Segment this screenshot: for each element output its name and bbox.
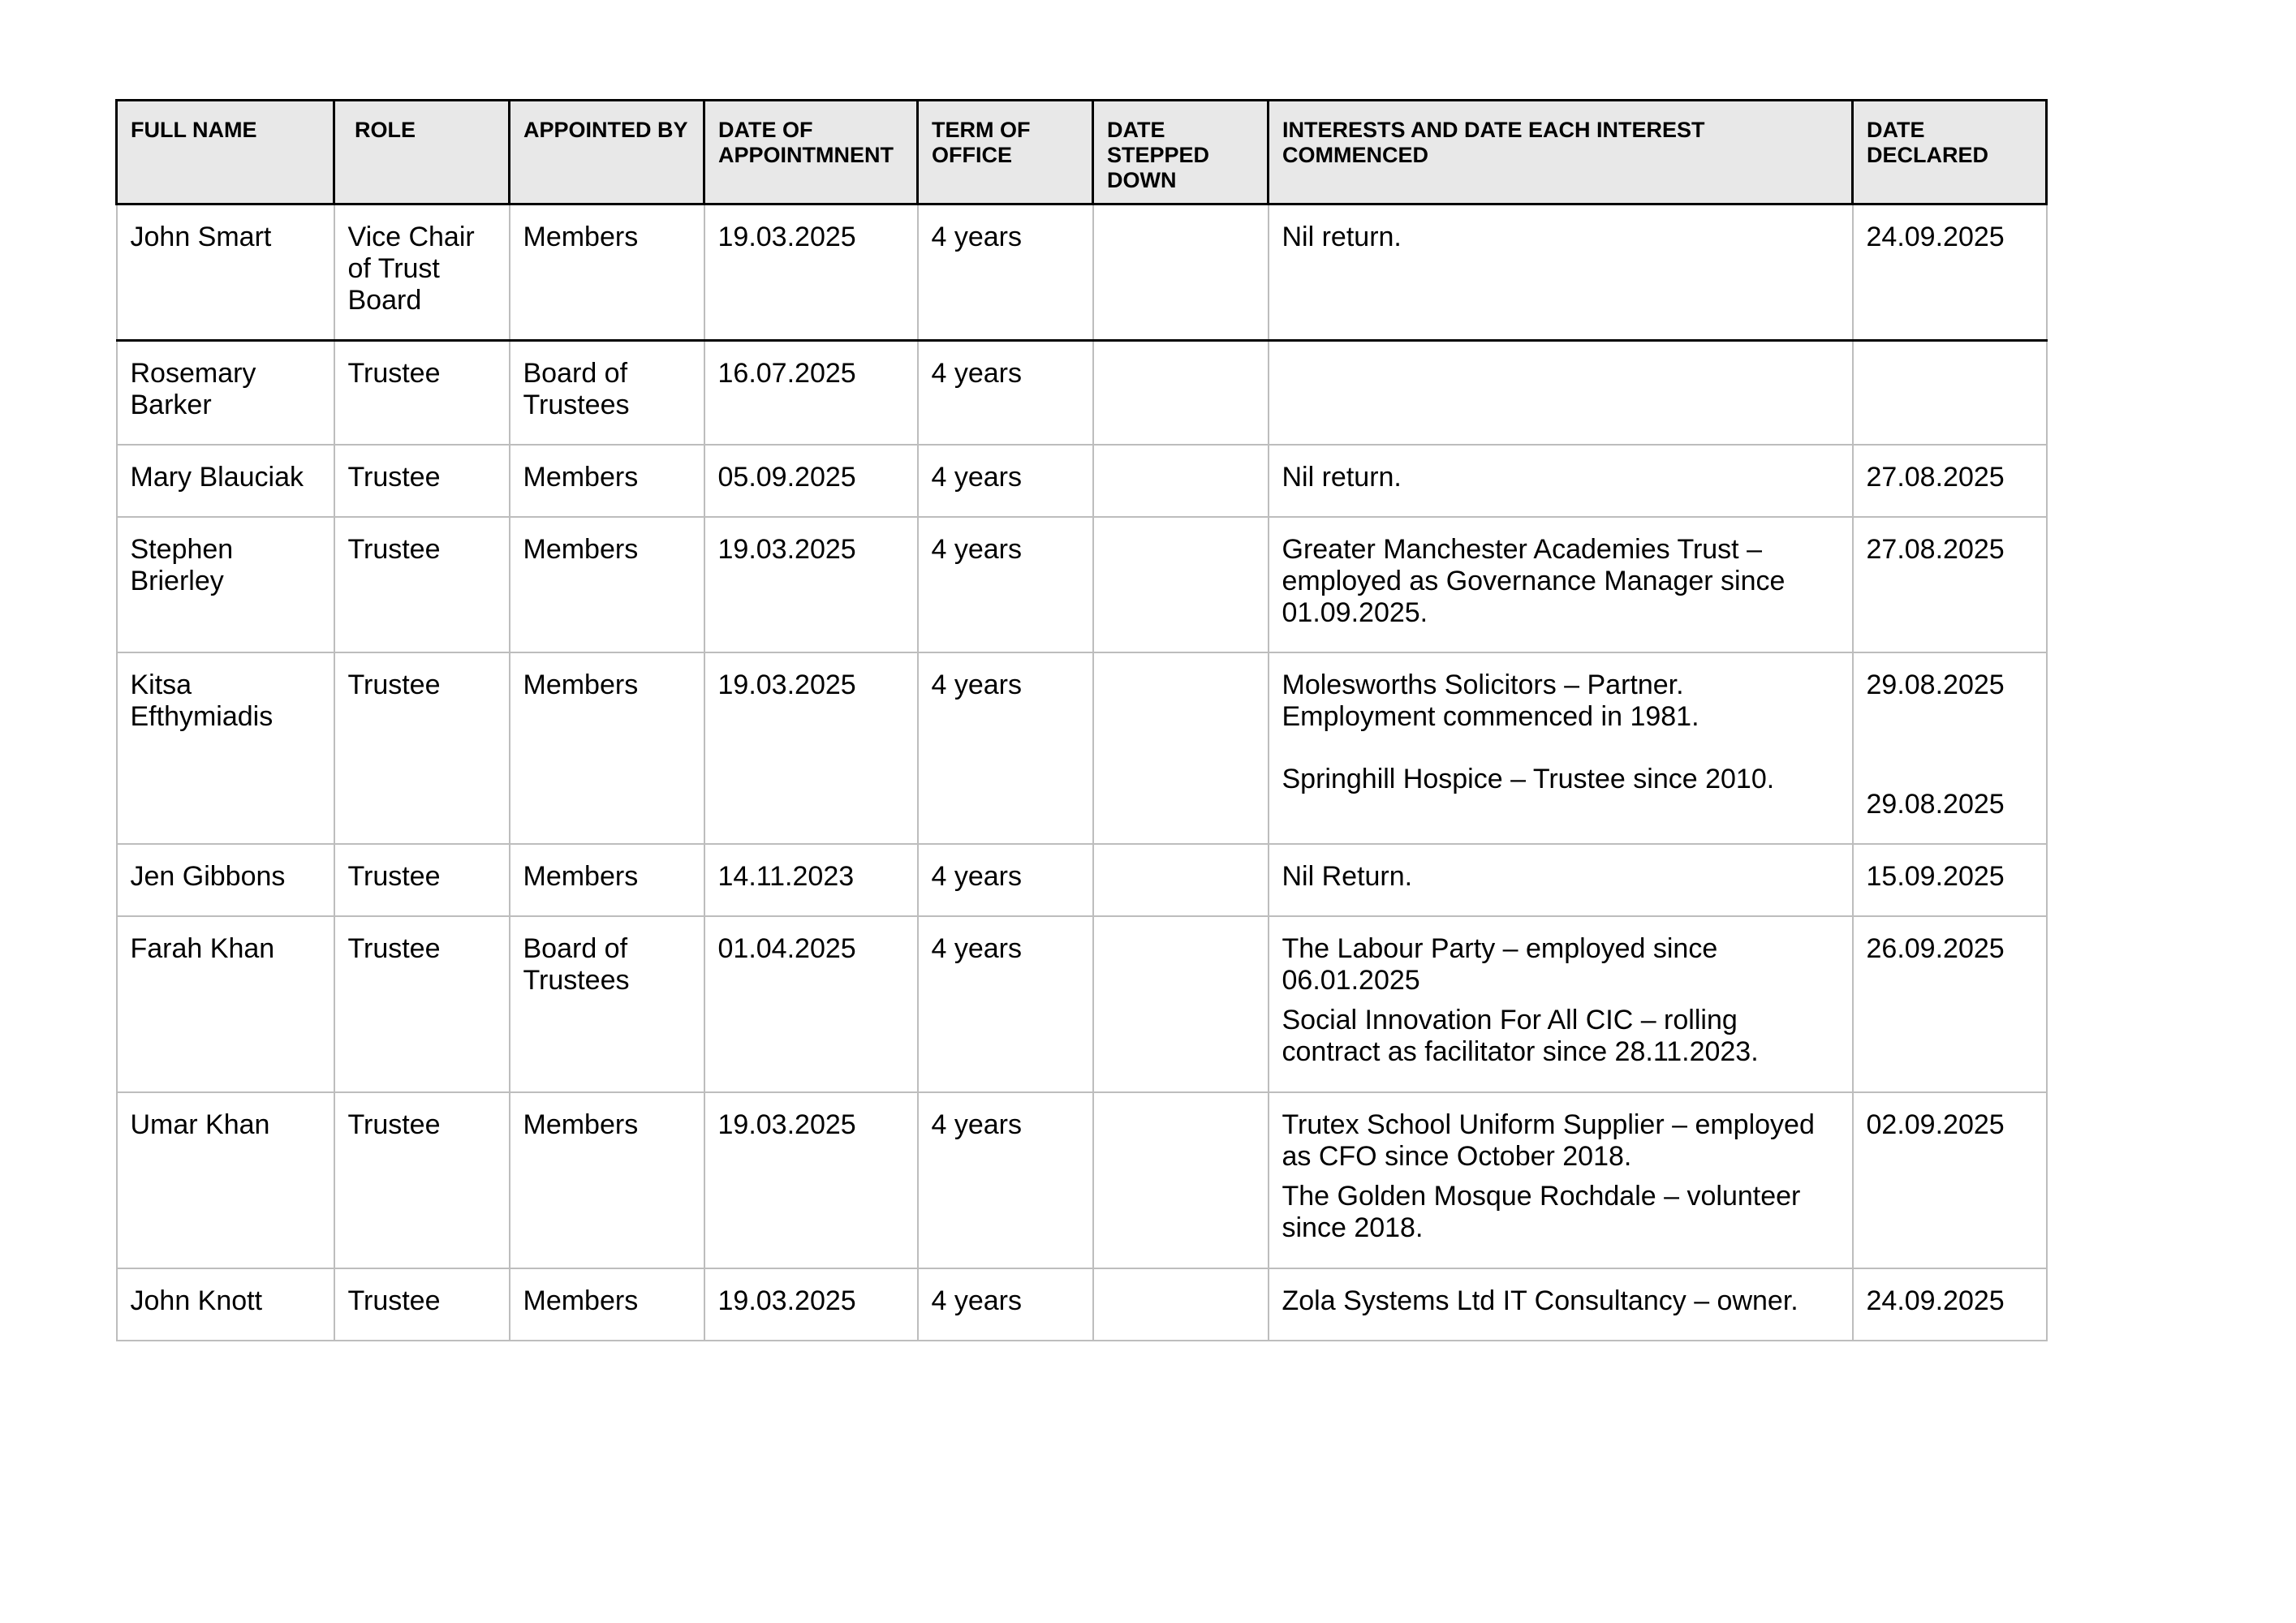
cell-date-declared — [1853, 341, 2047, 445]
cell-date-stepped-down — [1093, 916, 1269, 1092]
cell-interests — [1269, 1092, 1853, 1268]
header-appointed-by: APPOINTED BY — [510, 101, 704, 204]
cell-role: Trustee — [334, 1268, 510, 1341]
declared-date: 24.09.2025 — [1866, 222, 2005, 252]
cell-appointed-by: Members — [510, 517, 704, 652]
cell-date-declared — [1853, 445, 2047, 517]
interest-entry: Nil return. — [1282, 461, 1402, 493]
header-interests: INTERESTS AND DATE EACH INTEREST COMMENCED — [1269, 101, 1853, 204]
header-role: ROLE — [334, 101, 510, 204]
cell-appointed-by: Members — [510, 652, 704, 844]
cell-role: Trustee — [334, 916, 510, 1092]
cell-full-name: Kitsa Efthymiadis — [117, 652, 334, 844]
cell-full-name: John Smart — [117, 204, 334, 341]
cell-role: Trustee — [334, 341, 510, 445]
cell-appointed-by: Members — [510, 445, 704, 517]
cell-full-name: Farah Khan — [117, 916, 334, 1092]
declared-date: 29.08.2025 — [1866, 788, 2005, 820]
cell-full-name: Stephen Brierley — [117, 517, 334, 652]
table-row — [117, 652, 2047, 844]
table-row — [117, 445, 2047, 517]
interest-entry: The Labour Party – employed since 06.01.2025 — [1282, 932, 1718, 996]
cell-interests — [1269, 341, 1853, 445]
cell-appointed-by: Members — [510, 844, 704, 916]
table-row — [117, 341, 2047, 445]
cell-term-of-office: 4 years — [918, 1268, 1093, 1341]
cell-date-stepped-down — [1093, 1092, 1269, 1268]
cell-term-of-office: 4 years — [918, 445, 1093, 517]
interest-entry: Molesworths Solicitors – Partner. Employment commenced in 1981. — [1282, 669, 1699, 732]
header-date-declared: DATE DECLARED — [1853, 101, 2047, 204]
header-term-of-office: TERM OF OFFICE — [918, 101, 1093, 204]
interest-entry: Nil return. — [1282, 222, 1402, 252]
cell-appointed-by: Members — [510, 1268, 704, 1341]
cell-date-declared — [1853, 517, 2047, 652]
cell-interests — [1269, 652, 1853, 844]
cell-role: Trustee — [334, 445, 510, 517]
cell-term-of-office: 4 years — [918, 517, 1093, 652]
interest-entry: Greater Manchester Academies Trust – employed as Governance Manager since 01.09.2025. — [1282, 533, 1786, 628]
cell-date-of-appointment: 19.03.2025 — [704, 652, 918, 844]
cell-appointed-by: Board of Trustees — [510, 341, 704, 445]
cell-date-of-appointment: 19.03.2025 — [704, 1268, 918, 1341]
cell-term-of-office: 4 years — [918, 844, 1093, 916]
interest-entry: Social Innovation For All CIC – rolling contract as facilitator since 28.11.2023. — [1282, 1004, 1759, 1067]
cell-term-of-office: 4 years — [918, 916, 1093, 1092]
register-of-interests-table — [115, 99, 2048, 1341]
cell-date-declared — [1853, 1268, 2047, 1341]
cell-interests — [1269, 844, 1853, 916]
interest-entry: Springhill Hospice – Trustee since 2010. — [1282, 763, 1775, 794]
cell-term-of-office: 4 years — [918, 1092, 1093, 1268]
interest-entry: Trutex School Uniform Supplier – employed as CFO since October 2018. — [1282, 1109, 1815, 1172]
declared-date: 02.09.2025 — [1866, 1109, 2005, 1140]
table-row — [117, 204, 2047, 341]
declared-date: 27.08.2025 — [1866, 461, 2005, 493]
cell-interests — [1269, 1268, 1853, 1341]
cell-appointed-by: Board of Trustees — [510, 916, 704, 1092]
cell-role: Trustee — [334, 844, 510, 916]
cell-date-stepped-down — [1093, 445, 1269, 517]
table-body — [117, 204, 2047, 1341]
cell-role: Vice Chair of Trust Board — [334, 204, 510, 341]
table-row — [117, 517, 2047, 652]
cell-role: Trustee — [334, 1092, 510, 1268]
table-row — [117, 844, 2047, 916]
cell-date-of-appointment: 19.03.2025 — [704, 1092, 918, 1268]
cell-date-declared — [1853, 844, 2047, 916]
cell-interests — [1269, 204, 1853, 341]
cell-role: Trustee — [334, 652, 510, 844]
cell-date-of-appointment: 01.04.2025 — [704, 916, 918, 1092]
cell-role: Trustee — [334, 517, 510, 652]
cell-full-name: Jen Gibbons — [117, 844, 334, 916]
cell-date-of-appointment: 19.03.2025 — [704, 517, 918, 652]
declared-date: 26.09.2025 — [1866, 932, 2005, 964]
cell-date-stepped-down — [1093, 341, 1269, 445]
cell-interests — [1269, 445, 1853, 517]
cell-date-of-appointment: 16.07.2025 — [704, 341, 918, 445]
cell-date-stepped-down — [1093, 204, 1269, 341]
declared-date: 27.08.2025 — [1866, 533, 2005, 565]
interest-entry: Zola Systems Ltd IT Consultancy – owner. — [1282, 1285, 1798, 1316]
cell-date-declared — [1853, 204, 2047, 341]
table-row — [117, 916, 2047, 1092]
cell-interests — [1269, 916, 1853, 1092]
cell-full-name: Rosemary Barker — [117, 341, 334, 445]
interest-entry: Nil Return. — [1282, 860, 1413, 892]
cell-full-name: Mary Blauciak — [117, 445, 334, 517]
cell-term-of-office: 4 years — [918, 204, 1093, 341]
header-date-stepped-down: DATE STEPPED DOWN — [1093, 101, 1269, 204]
table-row — [117, 1092, 2047, 1268]
cell-date-stepped-down — [1093, 1268, 1269, 1341]
cell-interests — [1269, 517, 1853, 652]
cell-full-name: John Knott — [117, 1268, 334, 1341]
interest-entry: The Golden Mosque Rochdale – volunteer since 2018. — [1282, 1180, 1801, 1243]
cell-date-declared — [1853, 1092, 2047, 1268]
declared-date: 15.09.2025 — [1866, 860, 2005, 892]
header-full-name: FULL NAME — [117, 101, 334, 204]
cell-appointed-by: Members — [510, 204, 704, 341]
cell-date-of-appointment: 19.03.2025 — [704, 204, 918, 341]
cell-term-of-office: 4 years — [918, 652, 1093, 844]
cell-date-stepped-down — [1093, 517, 1269, 652]
cell-date-of-appointment: 14.11.2023 — [704, 844, 918, 916]
cell-term-of-office: 4 years — [918, 341, 1093, 445]
header-row — [117, 101, 2047, 204]
cell-date-declared — [1853, 652, 2047, 844]
cell-date-stepped-down — [1093, 844, 1269, 916]
cell-date-of-appointment: 05.09.2025 — [704, 445, 918, 517]
declared-date: 24.09.2025 — [1866, 1285, 2005, 1316]
table-header — [117, 101, 2047, 204]
cell-appointed-by: Members — [510, 1092, 704, 1268]
header-date-of-appointment: DATE OF APPOINTMNENT — [704, 101, 918, 204]
table-row — [117, 1268, 2047, 1341]
declared-date: 29.08.2025 — [1866, 669, 2005, 700]
cell-date-declared — [1853, 916, 2047, 1092]
cell-full-name: Umar Khan — [117, 1092, 334, 1268]
cell-date-stepped-down — [1093, 652, 1269, 844]
